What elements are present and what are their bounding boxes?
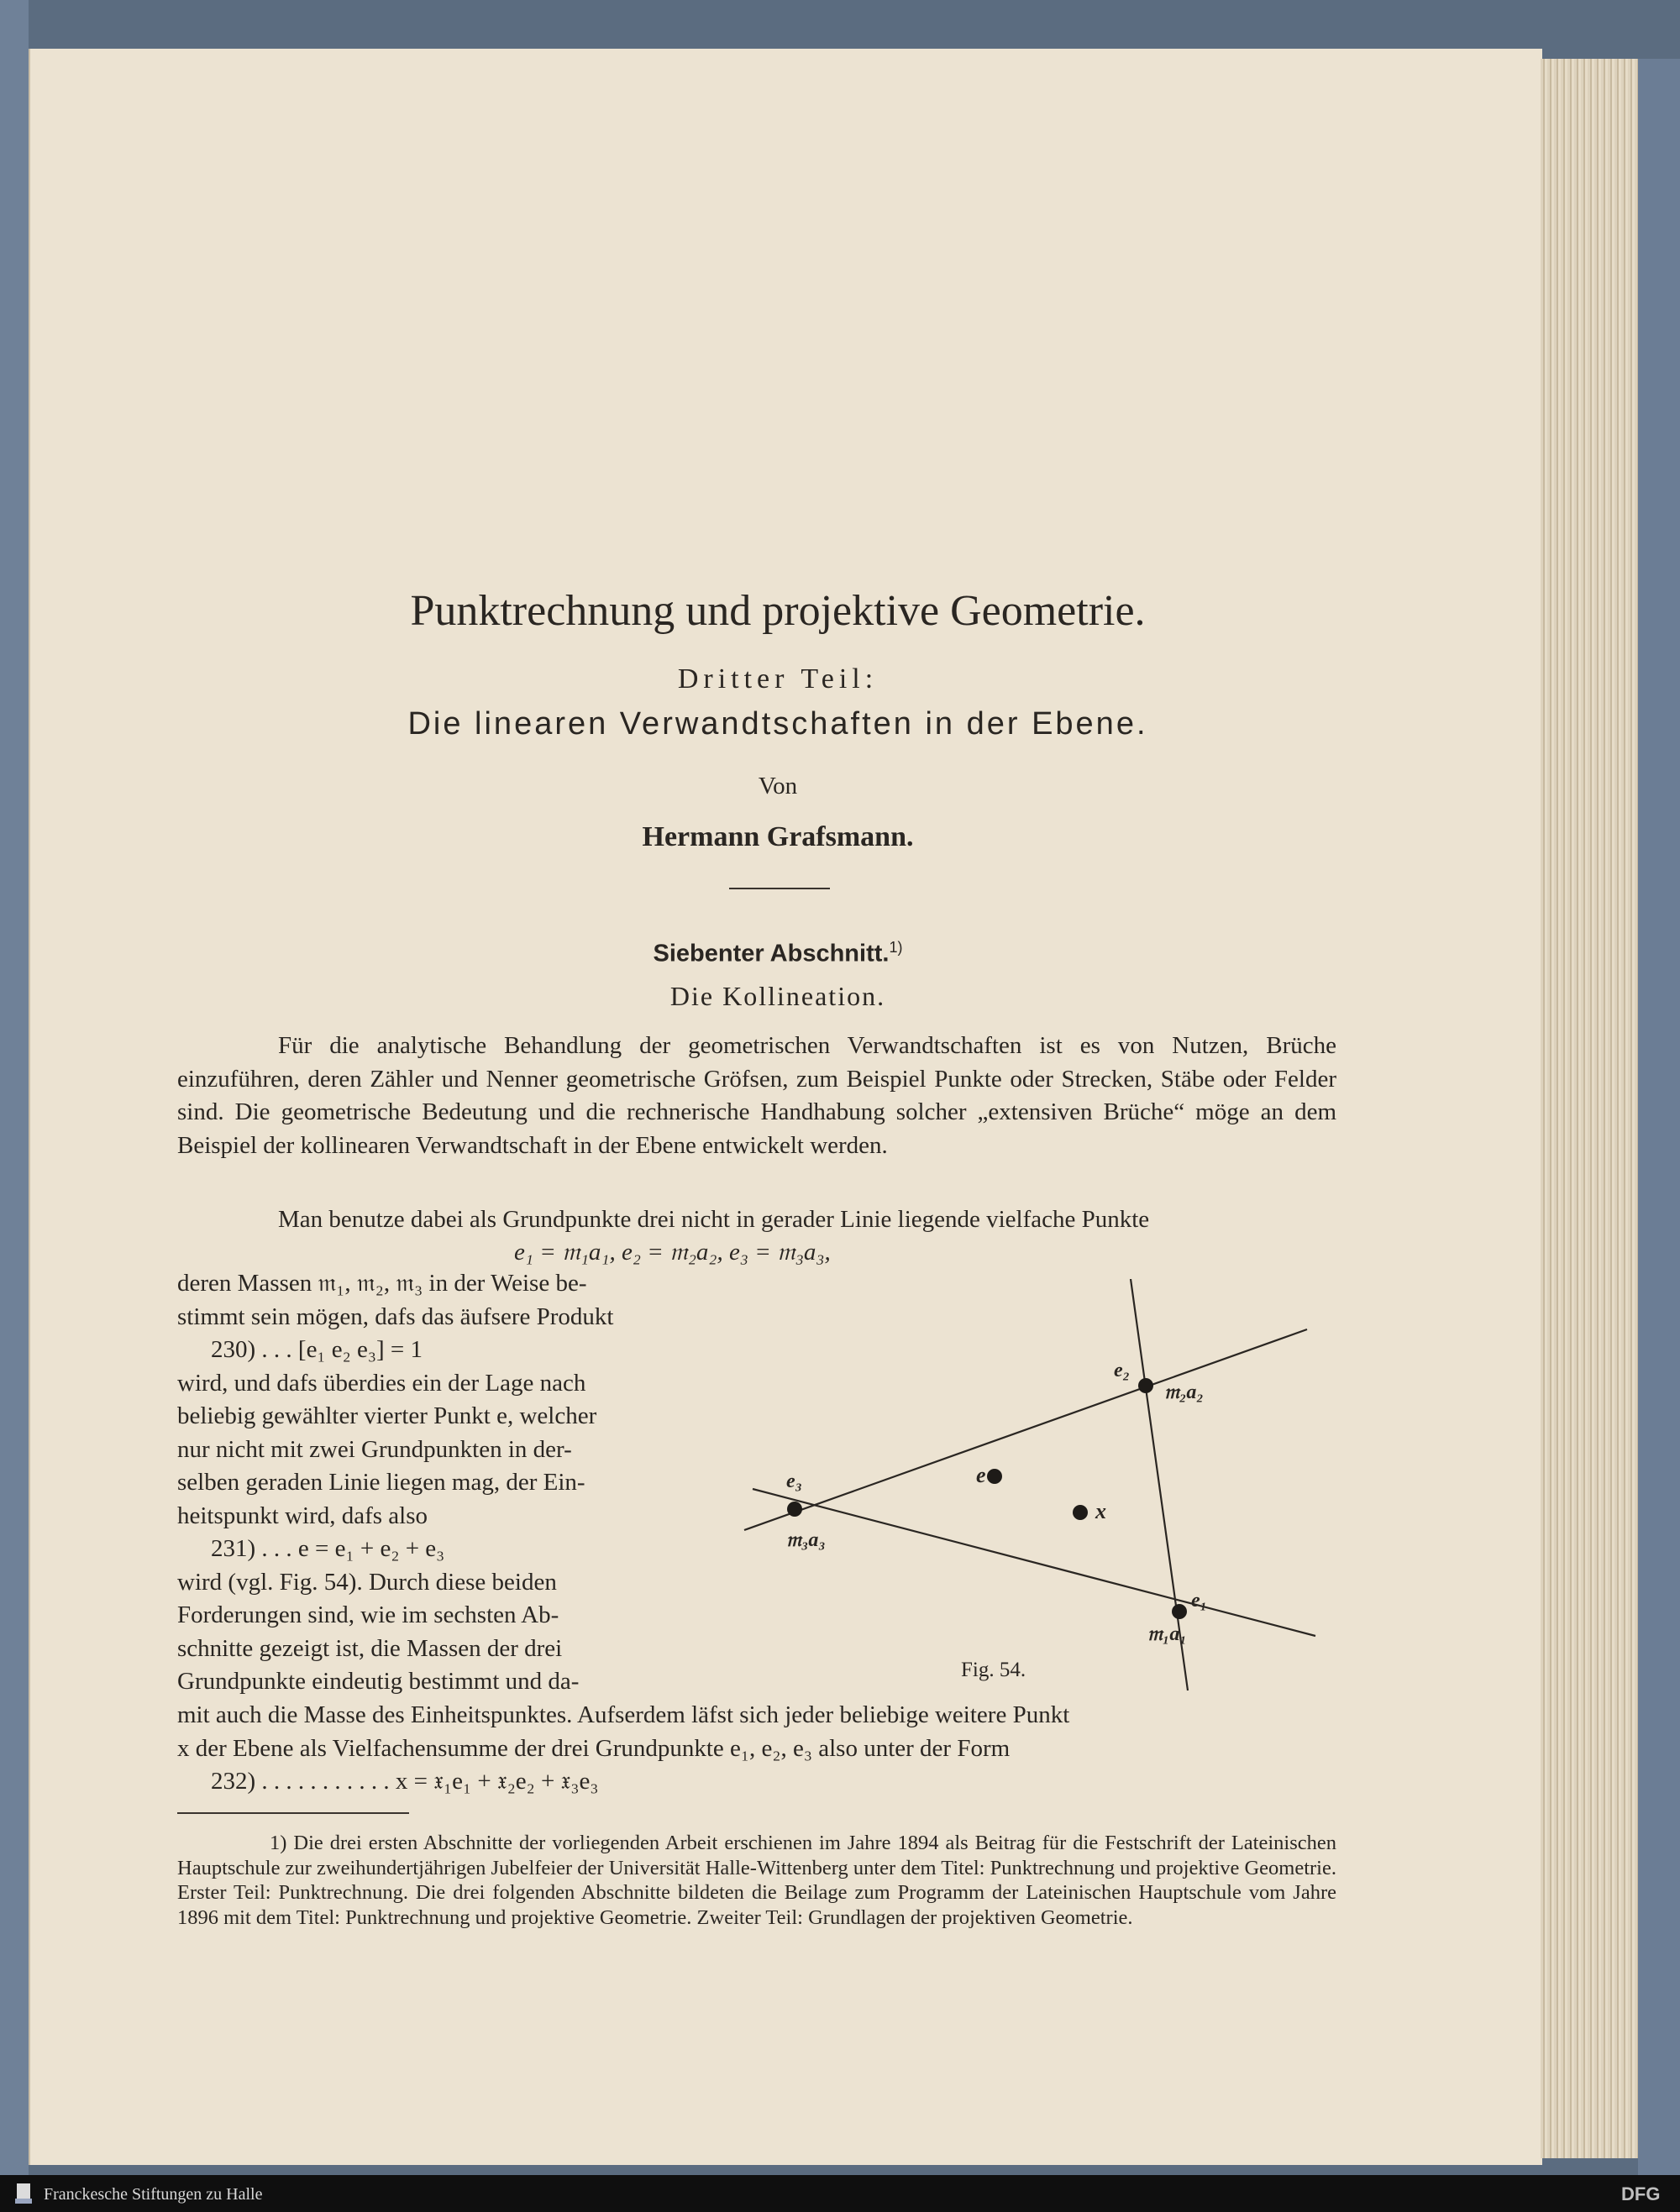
paragraph-2: Man benutze dabei als Grundpunkte drei nicht in gerader Linie liegende vielfache Punkte [278,1206,1150,1233]
line-e3-e2 [744,1329,1307,1530]
section-subheading: Die Kollineation. [669,981,886,1011]
title-divider [729,888,830,889]
book-page [29,49,1542,2165]
text-line: Forderungen sind, wie im sechsten Ab- [177,1601,559,1628]
point-x [1073,1505,1088,1520]
paragraph-1-container [177,1030,1336,1162]
label-e2: e₂ [1114,1360,1131,1381]
text-line: wird, und dafs überdies ein der Lage nach [177,1369,586,1397]
text-line: selben geraden Linie liegen mag, der Ein- [177,1469,585,1496]
label-x: x [1095,1499,1106,1523]
section-heading-text: Siebenter Abschnitt. [653,940,890,967]
text-line: nur nicht mit zwei Grundpunkten in der- [177,1435,572,1463]
point-e3 [787,1502,802,1517]
text-line: mit auch die Masse des Einheitspunktes. Aufserdem läfst sich jeder beliebige weitere Punkt [177,1701,1070,1728]
label-m1a1: 𝔪₁a₁ [1147,1623,1187,1645]
book-page-edges [1541,59,1638,2158]
byline-prefix: Von [758,773,798,799]
text-line: wird (vgl. Fig. 54). Durch diese beiden [177,1568,557,1596]
label-e1: e₁ [1191,1590,1208,1612]
footnote-text: 1) Die drei ersten Abschnitte der vorliegenden Arbeit erschienen im Jahre 1894 als Beitrag für die Festschrift der Lateinischen Hauptschule zur zweihundertjährigen Jubelfeier der Universität Halle-Wittenberg unter dem Titel: Punktrechnung und projektive Geometrie. Erster Teil: Punktrechnung. Die drei folgenden Abschnitte bildeten die Beilage zum Programm der Lateinischen Hauptschule vom Jahre 1896 mit dem Titel: Punktrechnung und projektive Geometrie. Zweiter Teil: Grundlagen der projektiven Geometrie. [177,1832,1336,1929]
line-e3-e1 [753,1489,1315,1636]
paragraph-2-container [177,1203,1336,1237]
book-cover-right [1638,59,1680,2175]
label-e: e [976,1463,986,1487]
footnote-divider [177,1812,409,1814]
point-e1 [1172,1604,1187,1619]
text-line: x der Ebene als Vielfachensumme der drei Grundpunkte e₁, e₂, e₃ also unter der Form [177,1734,1011,1762]
label-e3: e₃ [786,1470,803,1492]
figure-54-diagram [711,1279,1349,1699]
narrow-column [177,1267,706,1699]
full-width-lines [177,1699,1336,1799]
equation-231: 231) . . . e = e₁ + e₂ + e₃ [211,1535,445,1562]
book-binding-left [0,0,29,2175]
equation-232: 232) . . . . . . . . . . . x = 𝔵₁e₁ + 𝔵₂e₂ + 𝔵₃e₃ [211,1768,599,1795]
equation-230: 230) . . . [e₁ e₂ e₃] = 1 [211,1336,423,1363]
footer-source-label: Franckesche Stiftungen zu Halle [44,2185,263,2204]
paragraph-1: Für die analytische Behandlung der geometrischen Verwandtschaften ist es von Nutzen, Brüche einzuführen, deren Zähler und Nenner geometrische Gröfsen, zum Beispiel Punkte oder Strecken, Stäbe oder Felder sind. Die geometrische Bedeutung und die rechnerische Handhabung solcher „extensiven Brüche“ möge an dem Beispiel der kollinearen Verwandtschaft in der Ebene entwickelt werden. [177,1032,1336,1159]
institution-logo-icon [12,2180,35,2207]
article-subtitle: Die linearen Verwandtschaften in der Ebene. [407,706,1148,742]
article-title: Punktrechnung und projektive Geometrie. [410,587,1146,635]
part-label: Dritter Teil: [677,663,879,695]
point-e2 [1138,1378,1153,1393]
text-line: heitspunkt wird, dafs also [177,1502,428,1529]
label-m3a3: 𝔪₃a₃ [786,1529,826,1551]
text-line: stimmt sein mögen, dafs das äufsere Produkt [177,1303,614,1330]
text-line: Grundpunkte eindeutig bestimmt und da- [177,1668,580,1695]
footnote-marker: 1) [889,939,903,956]
author-name: Hermann Grafsmann. [642,821,914,852]
text-line: deren Massen 𝔪₁, 𝔪₂, 𝔪₃ in der Weise be- [177,1270,587,1297]
text-line: beliebig gewählter vierter Punkt e, welcher [177,1402,597,1429]
point-e [987,1469,1002,1484]
equation-basis-points: e₁ = 𝔪₁a₁, e₂ = 𝔪₂a₂, e₃ = 𝔪₃a₃, [514,1239,831,1266]
label-m2a2: 𝔪₂a₂ [1164,1381,1204,1403]
dfg-logo: DFG [1621,2183,1661,2204]
section-heading [30,939,1525,968]
figure-caption: Fig. 54. [961,1659,1026,1681]
footnote [177,1831,1336,1930]
text-line: schnitte gezeigt ist, die Massen der drei [177,1634,563,1662]
